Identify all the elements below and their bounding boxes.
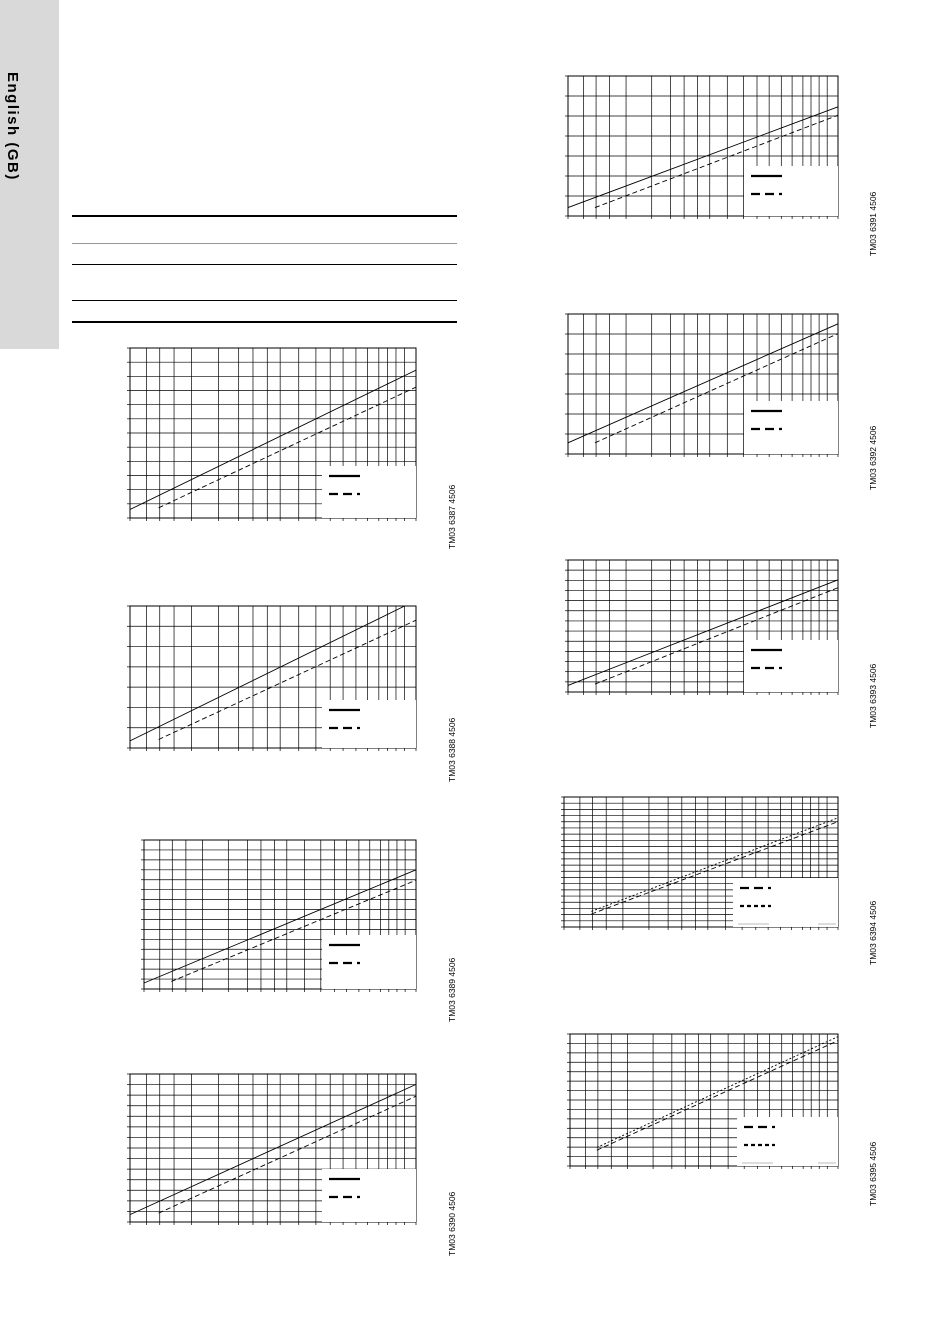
chart-6-legend [744, 401, 838, 454]
chart-2-legend [322, 700, 416, 748]
language-tab-label: English (GB) [4, 72, 21, 181]
figure-code-8: TM03 6394 4506 [868, 900, 878, 965]
figure-code-3: TM03 6389 4506 [447, 957, 457, 1022]
figure-code-9: TM03 6395 4506 [868, 1141, 878, 1206]
chart-8-legend [733, 878, 838, 927]
chart-7-legend [744, 640, 838, 692]
chart-5-legend [744, 166, 838, 216]
chart-9-legend [737, 1117, 838, 1166]
figure-code-2: TM03 6388 4506 [447, 717, 457, 782]
figure-code-6: TM03 6392 4506 [868, 425, 878, 490]
figure-code-4: TM03 6390 4506 [447, 1191, 457, 1256]
chart-1-legend [322, 466, 416, 518]
figure-code-7: TM03 6393 4506 [868, 663, 878, 728]
chart-4-legend [322, 1169, 416, 1222]
figure-code-1: TM03 6387 4506 [447, 484, 457, 549]
figure-code-5: TM03 6391 4506 [868, 191, 878, 256]
